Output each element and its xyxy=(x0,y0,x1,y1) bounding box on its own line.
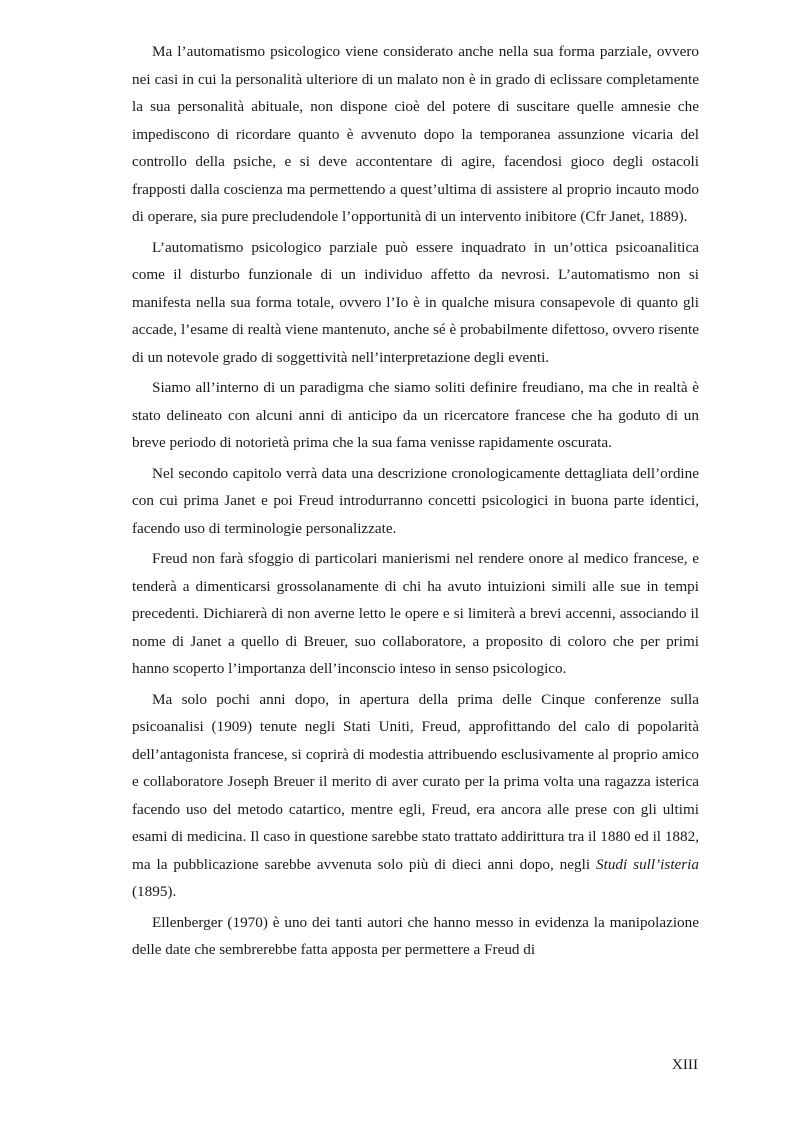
paragraph-text: Freud non farà sfoggio di particolari manierismi nel rendere onore al medico francese, e tenderà a dimenticarsi grossolanamente di chi ha avuto intuizioni simili alle sue in tempi precedenti. Dichiarerà di non averne letto le opere e si limiterà a brevi accenni, associando il nome di Janet a quello di Breuer, suo collaboratore, a proposito di coloro che per primi hanno scoperto l’importanza dell’inconscio inteso in senso psicologico. xyxy=(132,550,699,677)
paragraph xyxy=(132,909,699,964)
paragraph-text: L’automatismo psicologico parziale può essere inquadrato in un’ottica psicoanalitica come il disturbo funzionale di un individuo affetto da nevrosi. L’automatismo non si manifesta nella sua forma totale, ovvero l’Io è in qualche misura consapevole di quanto gli accade, l’esame di realtà viene mantenuto, anche sé è probabilmente difettoso, ovvero risente di un notevole grado di soggettività nell’interpretazione degli eventi. xyxy=(132,238,699,366)
page-body xyxy=(132,38,699,964)
paragraph xyxy=(132,234,699,372)
paragraph-text: Siamo all’interno di un paradigma che siamo soliti definire freudiano, ma che in realtà è stato delineato con alcuni anni di anticipo da un ricercatore francese che ha goduto di un breve periodo di notorietà prima che la sua fama venisse rapidamente oscurata. xyxy=(132,379,699,451)
paragraph xyxy=(132,460,699,543)
paragraph-text: Ma solo pochi anni dopo, in apertura della prima delle Cinque conferenze sulla psicoanalisi (1909) tenute negli Stati Uniti, Freud, approfittando del calo di popolarità dell’antagonista francese, si coprirà di modestia attribuendo esclusivamente al proprio amico e collaboratore Joseph Breuer il merito di aver curato per la prima volta una ragazza isterica facendo uso del metodo catartico, mentre egli, Freud, era ancora alle prese con gli ultimi esami di medicina. Il caso in questione sarebbe stato trattato addirittura tra il 1880 ed il 1882, ma la pubblicazione sarebbe avvenuta solo più di dieci anni dopo, negli xyxy=(132,690,699,873)
book-title-italic: Studi sull’isteria xyxy=(596,855,699,873)
paragraph-text: Ellenberger (1970) è uno dei tanti autori che hanno messo in evidenza la manipolazione delle date che sembrerebbe fatta apposta per permettere a Freud di xyxy=(132,913,699,958)
paragraph xyxy=(132,374,699,457)
page-number: XIII xyxy=(671,1056,698,1073)
paragraph-text: Ma l’automatismo psicologico viene considerato anche nella sua forma parziale, ovvero nei casi in cui la personalità ulteriore di un malato non è in grado di eclissare completamente la sua personalità abituale, non dispone cioè del potere di suscitare quelle amnesie che impediscono di ricordare quanto è avvenuto dopo la temporanea assunzione vicaria del controllo della psiche, e si deve accontentare di agire, facendosi gioco degli ostacoli frapposti dalla coscienza ma permettendo a quest’ultima di assistere al proprio incauto modo di operare, sia pure precludendole l’opportunità di un intervento inibitore (Cfr Janet, 1889). xyxy=(132,43,699,225)
paragraph xyxy=(132,38,699,231)
paragraph xyxy=(132,686,699,906)
paragraph xyxy=(132,545,699,683)
paragraph-text: (1895). xyxy=(132,883,177,900)
paragraph-text: Nel secondo capitolo verrà data una descrizione cronologicamente dettagliata dell’ordine con cui prima Janet e poi Freud introdurranno concetti psicologici in buona parte identici, facendo uso di terminologie personalizzate. xyxy=(132,464,699,537)
